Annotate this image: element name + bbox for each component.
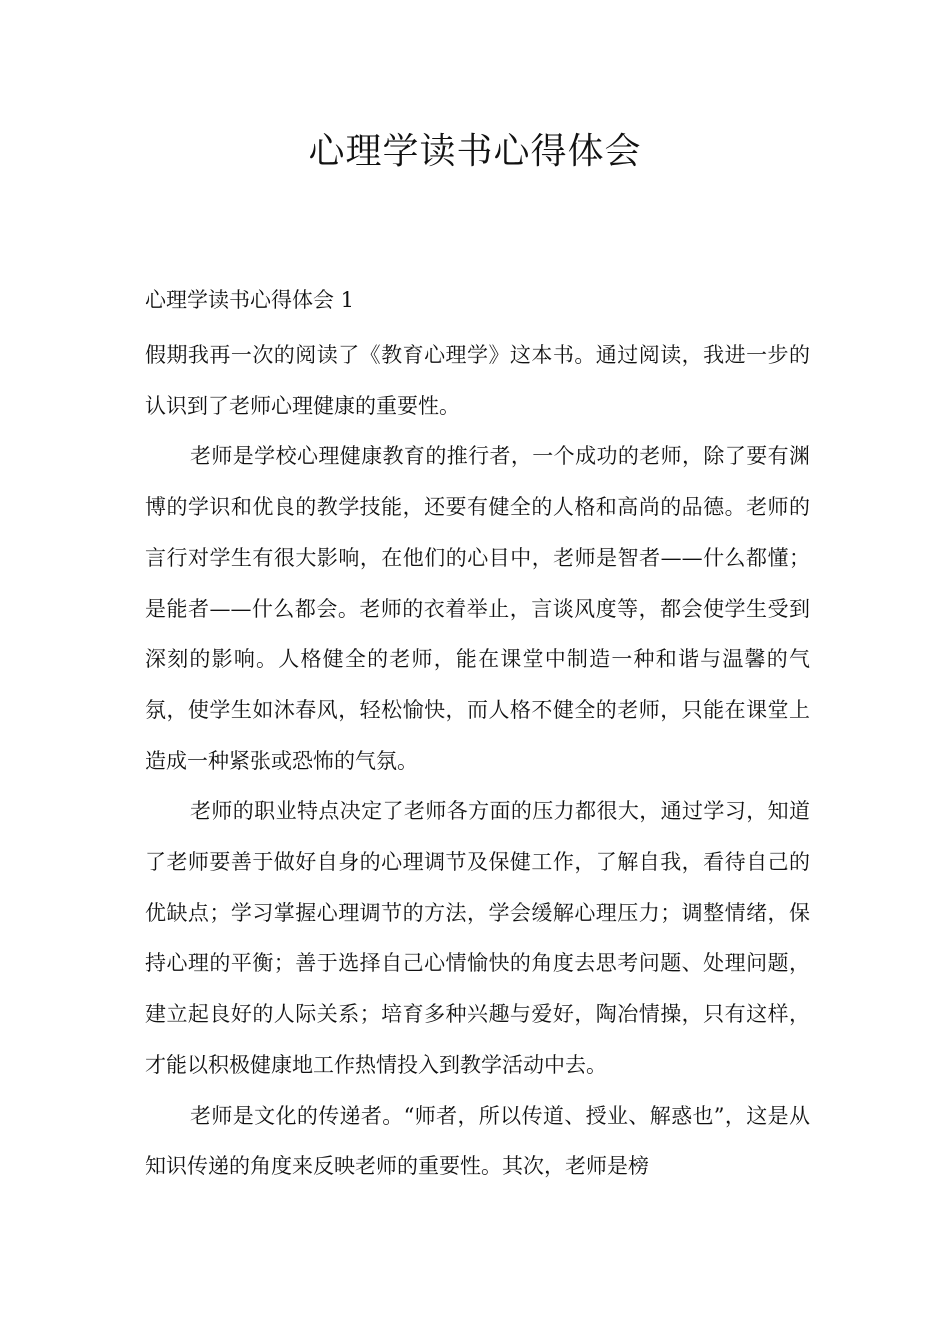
document-title: 心理学读书心得体会 — [308, 131, 642, 172]
paragraph-3: 老师的职业特点决定了老师各方面的压力都很大，通过学习，知道了老师要善于做好自身的心理调节及保健工作，了解自我，看待自己的优缺点；学习掌握心理调节的方法，学会缓解心理压力；调整情绪，保持心理的平衡；善于选择自己心情愉快的角度去思考问题、处理问题，建立起良好的人际关系；培育多种兴趣与爱好，陶冶情操，只有这样，才能以积极健康地工作热情投入到教学活动中去。 — [145, 799, 810, 1077]
document-body — [145, 330, 810, 1192]
paragraph-1: 假期我再一次的阅读了《教育心理学》这本书。通过阅读，我进一步的认识到了老师心理健康的重要性。 — [145, 343, 810, 418]
section-heading: 心理学读书心得体会 1 — [145, 288, 355, 312]
paragraph-2: 老师是学校心理健康教育的推行者，一个成功的老师，除了要有渊博的学识和优良的教学技能，还要有健全的人格和高尚的品德。老师的言行对学生有很大影响，在他们的心目中，老师是智者——什么都懂；是能者——什么都会。老师的衣着举止，言谈风度等，都会使学生受到深刻的影响。人格健全的老师，能在课堂中制造一种和谐与温馨的气氛，使学生如沐春风，轻松愉快，而人格不健全的老师，只能在课堂上造成一种紧张或恐怖的气氛。 — [145, 444, 810, 773]
paragraph-4: 老师是文化的传递者。“师者，所以传道、授业、解惑也”，这是从知识传递的角度来反映老师的重要性。其次，老师是榜 — [145, 1103, 810, 1179]
